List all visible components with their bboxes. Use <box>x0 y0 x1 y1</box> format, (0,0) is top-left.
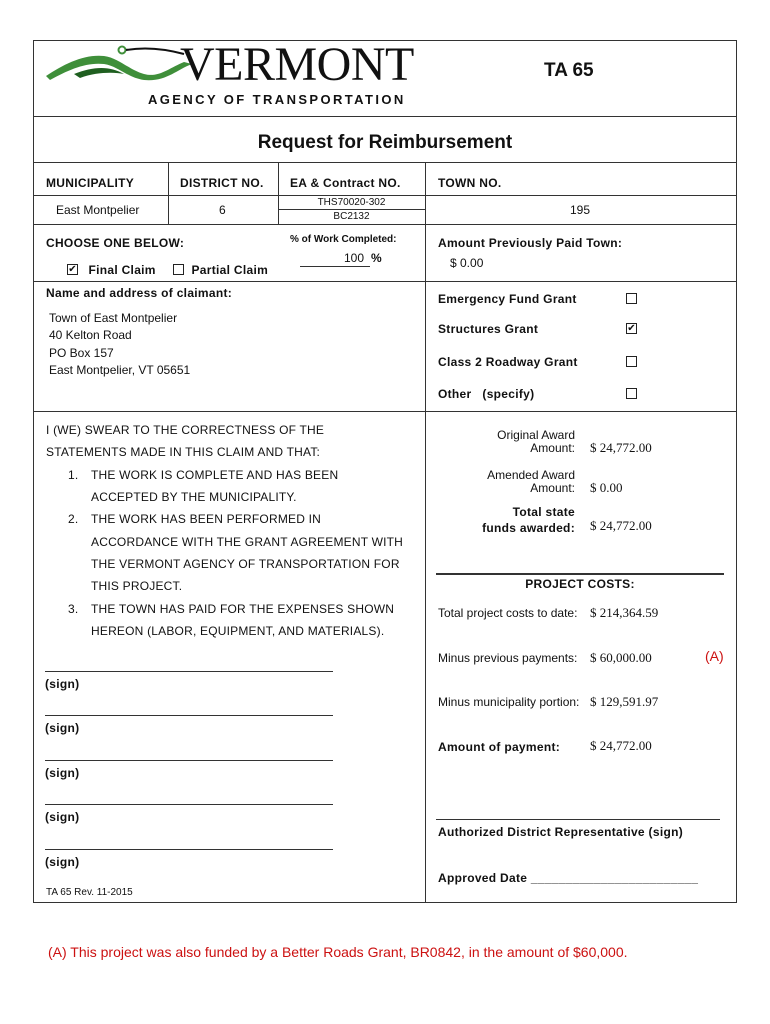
original-award-label-2: Amount: <box>530 441 575 455</box>
agency-name: AGENCY OF TRANSPORTATION <box>148 92 406 107</box>
revision-label: TA 65 Rev. 11-2015 <box>46 887 133 898</box>
signature-line-5[interactable] <box>45 849 333 850</box>
municipality-portion-label: Minus municipality portion: <box>438 695 580 709</box>
final-claim-label: Final Claim <box>88 263 156 277</box>
payment-amount-label: Amount of payment: <box>438 740 561 754</box>
total-funds-label-2: funds awarded: <box>482 521 575 535</box>
oath-item-1b: ACCEPTED BY THE MUNICIPALITY. <box>91 490 297 504</box>
other-grant-label: Other (specify) <box>438 387 535 401</box>
structures-grant-checkbox[interactable]: ✔ <box>627 323 636 334</box>
claimant-line-2: 40 Kelton Road <box>49 328 132 342</box>
original-award-label-1: Original Award <box>497 428 575 442</box>
partial-claim-checkbox[interactable] <box>173 264 184 275</box>
authorized-signature-line[interactable] <box>436 819 720 820</box>
sign-label-5: (sign) <box>45 855 80 869</box>
amended-award-label-1: Amended Award <box>487 468 575 482</box>
sign-label-1: (sign) <box>45 677 80 691</box>
oath-line-2: STATEMENTS MADE IN THIS CLAIM AND THAT: <box>46 445 321 459</box>
amended-award-value: $ 0.00 <box>590 480 623 495</box>
authorized-rep-label: Authorized District Representative (sign) <box>438 825 684 839</box>
town-label: TOWN NO. <box>438 176 502 190</box>
sign-label-2: (sign) <box>45 721 80 735</box>
claimant-line-4: East Montpelier, VT 05651 <box>49 363 191 377</box>
class2-grant-checkbox[interactable] <box>626 356 637 367</box>
amended-award-label-2: Amount: <box>530 481 575 495</box>
signature-line-3[interactable] <box>45 760 333 761</box>
municipality-value: East Montpelier <box>56 203 140 217</box>
ea-value-1: THS70020-302 <box>317 197 386 208</box>
previous-payments-note: (A) <box>705 648 724 664</box>
oath-item-3-number: 3. <box>68 602 79 616</box>
prev-paid-label: Amount Previously Paid Town: <box>438 236 623 250</box>
partial-claim-option[interactable] <box>173 261 268 279</box>
total-costs-value: $ 214,364.59 <box>590 605 659 620</box>
prev-paid-value: $ 0.00 <box>450 256 484 270</box>
emergency-grant-checkbox[interactable] <box>626 293 637 304</box>
oath-item-2-number: 2. <box>68 512 79 526</box>
ea-label: EA & Contract NO. <box>290 176 401 190</box>
footnote: (A) This project was also funded by a Better Roads Grant, BR0842, in the amount of $60,000. <box>48 944 628 960</box>
oath-item-1a: THE WORK IS COMPLETE AND HAS BEEN <box>91 468 339 482</box>
final-claim-option[interactable] <box>67 261 156 279</box>
oath-item-2b: ACCORDANCE WITH THE GRANT AGREEMENT WITH <box>91 535 404 549</box>
structures-grant-label: Structures Grant <box>438 322 539 336</box>
partial-claim-label: Partial Claim <box>191 263 269 277</box>
class2-grant-label: Class 2 Roadway Grant <box>438 355 578 369</box>
ea-value-2: BC2132 <box>333 211 370 222</box>
mountain-logo-icon <box>44 44 194 84</box>
signature-line-2[interactable] <box>45 715 333 716</box>
claimant-line-3: PO Box 157 <box>49 346 114 360</box>
district-label: DISTRICT NO. <box>180 176 264 190</box>
page-title: Request for Reimbursement <box>257 132 513 153</box>
signature-line-4[interactable] <box>45 804 333 805</box>
total-costs-label: Total project costs to date: <box>438 606 578 620</box>
vermont-logo <box>44 40 414 112</box>
work-completed-value: 100 <box>343 251 364 265</box>
oath-item-1-number: 1. <box>68 468 79 482</box>
previous-payments-label: Minus previous payments: <box>438 651 578 665</box>
signature-line-1[interactable] <box>45 671 333 672</box>
district-value: 6 <box>219 203 226 217</box>
claimant-label: Name and address of claimant: <box>46 286 233 300</box>
sign-label-4: (sign) <box>45 810 80 824</box>
work-completed-field[interactable] <box>300 251 370 267</box>
logo-wordmark: VERMONT <box>180 38 414 91</box>
emergency-grant-label: Emergency Fund Grant <box>438 292 577 306</box>
claimant-line-1: Town of East Montpelier <box>49 311 178 325</box>
payment-amount-value: $ 24,772.00 <box>590 738 652 753</box>
final-claim-checkbox[interactable]: ✔ <box>68 264 77 276</box>
oath-item-3b: HEREON (LABOR, EQUIPMENT, AND MATERIALS). <box>91 624 385 638</box>
choose-label: CHOOSE ONE BELOW: <box>46 236 185 250</box>
town-no-value: 195 <box>570 203 591 217</box>
oath-line-1: I (WE) SWEAR TO THE CORRECTNESS OF THE <box>46 423 325 437</box>
oath-item-3a: THE TOWN HAS PAID FOR THE EXPENSES SHOWN <box>91 602 395 616</box>
oath-item-2d: THIS PROJECT. <box>91 579 183 593</box>
municipality-label: MUNICIPALITY <box>46 176 135 190</box>
total-funds-label-1: Total state <box>512 505 575 519</box>
oath-item-2c: THE VERMONT AGENCY OF TRANSPORTATION FOR <box>91 557 400 571</box>
form-code: TA 65 <box>544 60 594 81</box>
work-completed-label: % of Work Completed: <box>290 234 397 245</box>
approved-date-label: Approved Date ________________________ <box>438 871 699 885</box>
other-grant-checkbox[interactable] <box>626 388 637 399</box>
project-costs-heading: PROJECT COSTS: <box>525 577 635 591</box>
original-award-value: $ 24,772.00 <box>590 440 652 455</box>
sign-label-3: (sign) <box>45 766 80 780</box>
previous-payments-value: $ 60,000.00 <box>590 650 652 665</box>
work-unit: % <box>371 251 382 265</box>
total-funds-value: $ 24,772.00 <box>590 518 652 533</box>
municipality-portion-value: $ 129,591.97 <box>590 694 659 709</box>
oath-item-2a: THE WORK HAS BEEN PERFORMED IN <box>91 512 322 526</box>
